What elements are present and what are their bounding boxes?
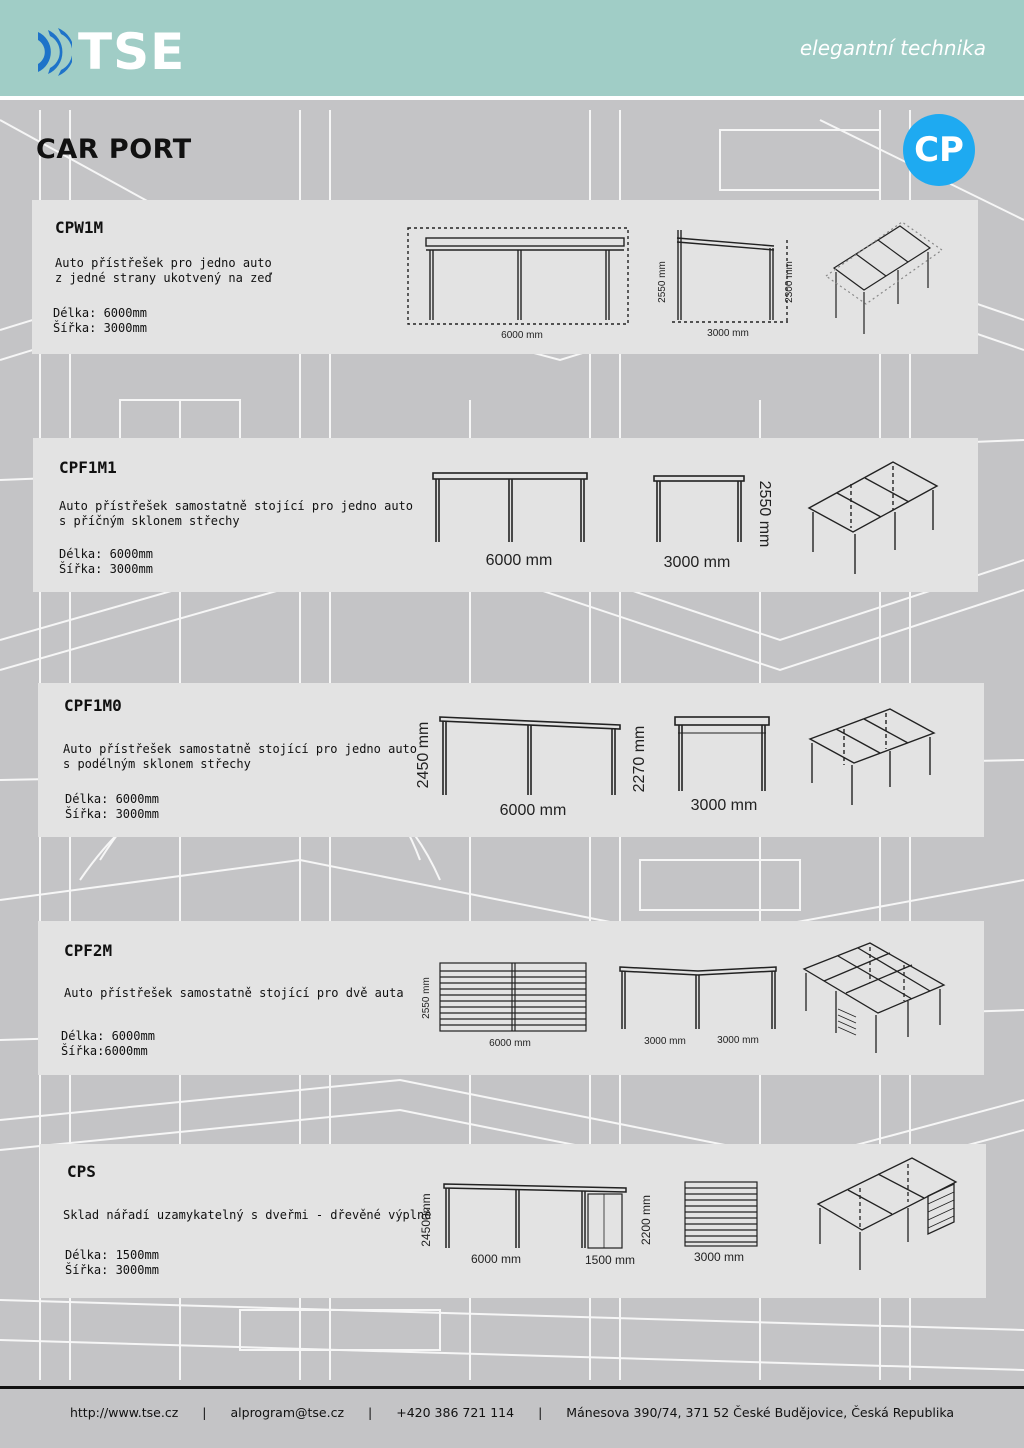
product-card-cpf1m0 (38, 683, 984, 837)
footer-email-link[interactable]: alprogram@tse.cz (230, 1405, 345, 1420)
product-name: CPF2M (64, 941, 113, 960)
cpf2m-drawings (38, 921, 984, 1075)
width-spec: Šířka: 3000mm (65, 1263, 159, 1277)
product-card-cpf1m1 (33, 438, 978, 592)
cpf1m1-drawings (33, 438, 978, 592)
cps-drawings (40, 1144, 986, 1298)
front-view-drawing (440, 717, 620, 795)
page-title: CAR PORT (36, 134, 192, 165)
length-spec: Délka: 6000mm (53, 306, 147, 320)
length-spec: Délka: 6000mm (59, 547, 153, 561)
width-spec: Šířka: 3000mm (59, 562, 153, 576)
dim-label: 3000 mm (707, 328, 749, 339)
product-card-cpf2m (38, 921, 984, 1075)
dim-label: 6000 mm (501, 330, 543, 341)
footer-phone[interactable]: +420 386 721 114 (396, 1405, 515, 1420)
front-view-drawing (408, 228, 628, 324)
dim-label: 24500mm (419, 1193, 433, 1247)
product-description: Auto přístřešek samostatně stojící pro jedno auto s příčným sklonem střechy (59, 499, 414, 528)
logo-text: TSE (78, 23, 186, 81)
dim-label: 2200 mm (639, 1194, 653, 1246)
front-view-drawing (440, 963, 586, 1031)
footer-divider (0, 1386, 1024, 1389)
product-description: Sklad nářadí uzamykatelný s dveřmi - dřevěné výplně (63, 1208, 432, 1222)
cpw1m-drawings (32, 200, 978, 354)
length-spec: Délka: 6000mm (61, 1029, 155, 1043)
side-view-drawing (654, 476, 744, 542)
dim-label: 3000 mm (717, 1035, 759, 1046)
isometric-view-drawing (809, 462, 937, 574)
front-view-drawing (444, 1184, 626, 1248)
footer (0, 1405, 1024, 1420)
product-name: CPF1M0 (64, 696, 122, 715)
isometric-view-drawing (826, 222, 942, 334)
width-spec: Šířka: 3000mm (65, 807, 159, 821)
dim-label: 1500 mm (584, 1253, 636, 1267)
product-name: CPS (67, 1162, 96, 1181)
length-spec: Délka: 6000mm (65, 792, 159, 806)
dim-label: 3000 mm (693, 1250, 745, 1264)
header-bar (0, 0, 1024, 100)
footer-separator: | (202, 1405, 207, 1420)
dim-label: 6000 mm (499, 802, 567, 819)
product-card-cps (40, 1144, 986, 1298)
front-view-drawing (433, 473, 587, 542)
tagline: elegantní technika (799, 36, 986, 60)
dim-label: 2450 mm (415, 721, 432, 789)
side-view-drawing (672, 230, 788, 322)
sound-wave-icon (36, 28, 72, 76)
cpf1m0-drawings (38, 683, 984, 837)
isometric-view-drawing (810, 709, 934, 805)
isometric-view-drawing (804, 943, 944, 1053)
footer-address: Mánesova 390/74, 371 52 České Budějovice, Česká Republika (566, 1405, 955, 1420)
dim-label: 6000 mm (485, 552, 553, 569)
dim-label: 3000 mm (690, 797, 758, 814)
width-spec: Šířka: 3000mm (53, 321, 147, 335)
product-name: CPW1M (55, 218, 104, 237)
footer-separator: | (368, 1405, 373, 1420)
dim-label: 6000 mm (470, 1252, 522, 1266)
product-description: Auto přístřešek samostatně stojící pro jedno auto s podélným sklonem střechy (63, 742, 418, 771)
length-spec: Délka: 1500mm (65, 1248, 159, 1262)
product-description: Auto přístřešek samostatně stojící pro dvě auta (64, 986, 404, 1000)
dim-label: 2300 mm (784, 261, 795, 303)
dim-label: 3000 mm (663, 554, 731, 571)
side-view-drawing (620, 967, 776, 1029)
side-view-drawing (685, 1182, 757, 1246)
footer-separator: | (538, 1405, 543, 1420)
dim-label: 2270 mm (631, 725, 648, 793)
dim-label: 6000 mm (489, 1038, 531, 1049)
dim-label: 2550 mm (421, 977, 432, 1019)
dim-label: 2550 mm (756, 480, 773, 548)
product-name: CPF1M1 (59, 458, 117, 477)
category-badge: CP (903, 114, 975, 186)
tse-logo[interactable] (36, 23, 186, 81)
width-spec: Šířka:6000mm (61, 1044, 148, 1058)
side-view-drawing (675, 717, 769, 791)
dim-label: 2550 mm (657, 261, 668, 303)
isometric-view-drawing (818, 1158, 956, 1270)
footer-website-link[interactable]: http://www.tse.cz (69, 1405, 179, 1420)
product-description: Auto přístřešek pro jedno auto z jedné strany ukotvený na zeď (55, 256, 272, 285)
product-card-cpw1m (32, 200, 978, 354)
dim-label: 3000 mm (644, 1036, 686, 1047)
